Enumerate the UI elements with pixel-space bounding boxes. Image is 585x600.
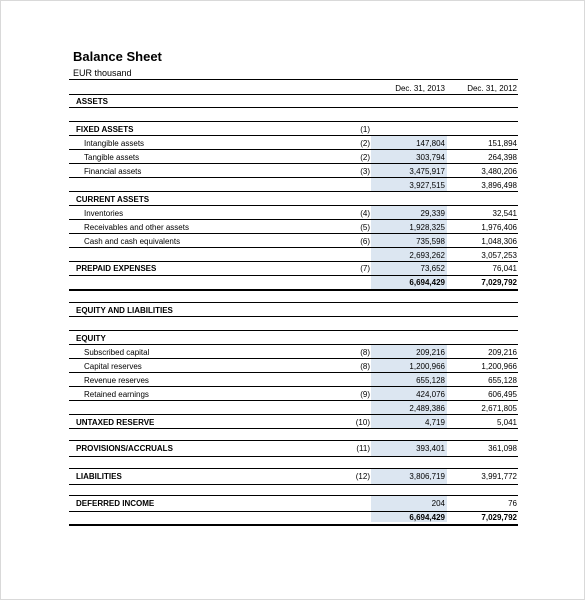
value-2013: 655,128	[416, 376, 445, 385]
value-2013: 2,489,386	[409, 404, 445, 413]
rule	[69, 456, 518, 457]
row-note-ref: (12)	[355, 472, 370, 481]
row-note-ref: (8)	[360, 348, 370, 357]
row-label: PROVISIONS/ACCRUALS	[76, 444, 173, 453]
rule	[69, 94, 518, 95]
value-2012: 1,976,406	[481, 223, 517, 232]
value-2012: 3,896,498	[481, 181, 517, 190]
value-2012: 2,671,805	[481, 404, 517, 413]
value-2013: 303,794	[416, 153, 445, 162]
value-2013: 6,694,429	[409, 278, 445, 287]
column-header-2013: Dec. 31, 2013	[395, 84, 445, 93]
row-label: CURRENT ASSETS	[76, 195, 150, 204]
rule	[69, 121, 518, 122]
rule	[69, 219, 518, 220]
value-2013: 1,200,966	[409, 362, 445, 371]
value-2012: 5,041	[496, 418, 517, 427]
row-label: Inventories	[84, 209, 124, 218]
rule	[69, 275, 518, 276]
row-label: Receivables and other assets	[84, 223, 189, 232]
row-label: PREPAID EXPENSES	[76, 264, 157, 273]
row-note-ref: (3)	[360, 167, 370, 176]
rule	[69, 149, 518, 150]
value-2012: 76	[508, 499, 517, 508]
value-2012: 1,048,306	[481, 237, 517, 246]
row-label: LIABILITIES	[76, 472, 122, 481]
rule	[69, 163, 518, 164]
value-2013: 3,475,917	[409, 167, 445, 176]
rule	[69, 247, 518, 248]
value-2012: 151,894	[488, 139, 517, 148]
rule	[69, 428, 518, 429]
rule	[69, 524, 518, 526]
value-2013: 735,598	[416, 237, 445, 246]
value-2012: 7,029,792	[481, 278, 517, 287]
row-note-ref: (11)	[356, 444, 370, 453]
row-note-ref: (6)	[360, 237, 370, 246]
row-note-ref: (10)	[355, 418, 370, 427]
rule	[69, 191, 518, 192]
value-2012: 7,029,792	[481, 513, 517, 522]
rule	[69, 511, 518, 512]
rule	[69, 386, 518, 387]
row-note-ref: (9)	[360, 390, 370, 399]
row-note-ref: (5)	[360, 223, 370, 232]
row-label: FIXED ASSETS	[76, 125, 134, 134]
value-2012: 361,098	[488, 444, 517, 453]
value-2013: 73,652	[420, 264, 445, 273]
rule	[69, 289, 518, 291]
row-label: Capital reserves	[84, 362, 142, 371]
row-label: Subscribed capital	[84, 348, 150, 357]
unit-label: EUR thousand	[73, 68, 132, 78]
rule	[69, 358, 518, 359]
row-label: Tangible assets	[84, 153, 140, 162]
rule	[69, 261, 518, 262]
row-label: Cash and cash equivalents	[84, 237, 181, 246]
value-2013: 209,216	[416, 348, 445, 357]
value-2012: 209,216	[488, 348, 517, 357]
rule	[69, 135, 518, 136]
rule	[69, 495, 518, 496]
rule	[69, 205, 518, 206]
row-label: EQUITY	[76, 334, 106, 343]
value-2013: 1,928,325	[409, 223, 445, 232]
rule	[69, 316, 518, 317]
row-label: Financial assets	[84, 167, 142, 176]
rule	[69, 440, 518, 441]
value-2013: 393,401	[416, 444, 445, 453]
document-title: Balance Sheet	[73, 49, 162, 64]
rule	[69, 330, 518, 331]
rule	[69, 400, 518, 401]
row-note-ref: (4)	[360, 209, 370, 218]
row-label: Intangible assets	[84, 139, 145, 148]
value-2013: 3,806,719	[409, 472, 445, 481]
rule	[69, 484, 518, 485]
value-2012: 1,200,966	[481, 362, 517, 371]
rule	[69, 233, 518, 234]
value-2013: 3,927,515	[409, 181, 445, 190]
row-label: Revenue reserves	[84, 376, 149, 385]
rule	[69, 414, 518, 415]
row-note-ref: (8)	[360, 362, 370, 371]
value-2013: 4,719	[424, 418, 445, 427]
column-header-2012: Dec. 31, 2012	[467, 84, 517, 93]
row-label: EQUITY AND LIABILITIES	[76, 306, 173, 315]
value-2012: 264,398	[488, 153, 517, 162]
value-2013: 6,694,429	[409, 513, 445, 522]
rule	[69, 107, 518, 108]
value-2012: 76,041	[492, 264, 517, 273]
row-note-ref: (2)	[360, 139, 370, 148]
row-note-ref: (2)	[360, 153, 370, 162]
row-label: DEFERRED INCOME	[76, 499, 155, 508]
value-2013: 147,804	[416, 139, 445, 148]
value-2013: 424,076	[416, 390, 445, 399]
row-label: ASSETS	[76, 97, 109, 106]
row-label: UNTAXED RESERVE	[76, 418, 155, 427]
row-label: Retained earnings	[84, 390, 149, 399]
value-2012: 3,057,253	[481, 251, 517, 260]
value-2013: 204	[431, 499, 445, 508]
value-2012: 32,541	[492, 209, 517, 218]
rule	[69, 302, 518, 303]
rule	[69, 79, 518, 80]
value-2012: 3,991,772	[481, 472, 517, 481]
rule	[69, 344, 518, 345]
row-note-ref: (1)	[360, 125, 370, 134]
rule	[69, 177, 518, 178]
value-2013: 2,693,262	[409, 251, 445, 260]
value-2012: 3,480,206	[481, 167, 517, 176]
value-2013: 29,339	[420, 209, 445, 218]
value-2012: 606,495	[488, 390, 517, 399]
rule	[69, 372, 518, 373]
row-note-ref: (7)	[360, 264, 370, 273]
value-2012: 655,128	[488, 376, 517, 385]
rule	[69, 468, 518, 469]
